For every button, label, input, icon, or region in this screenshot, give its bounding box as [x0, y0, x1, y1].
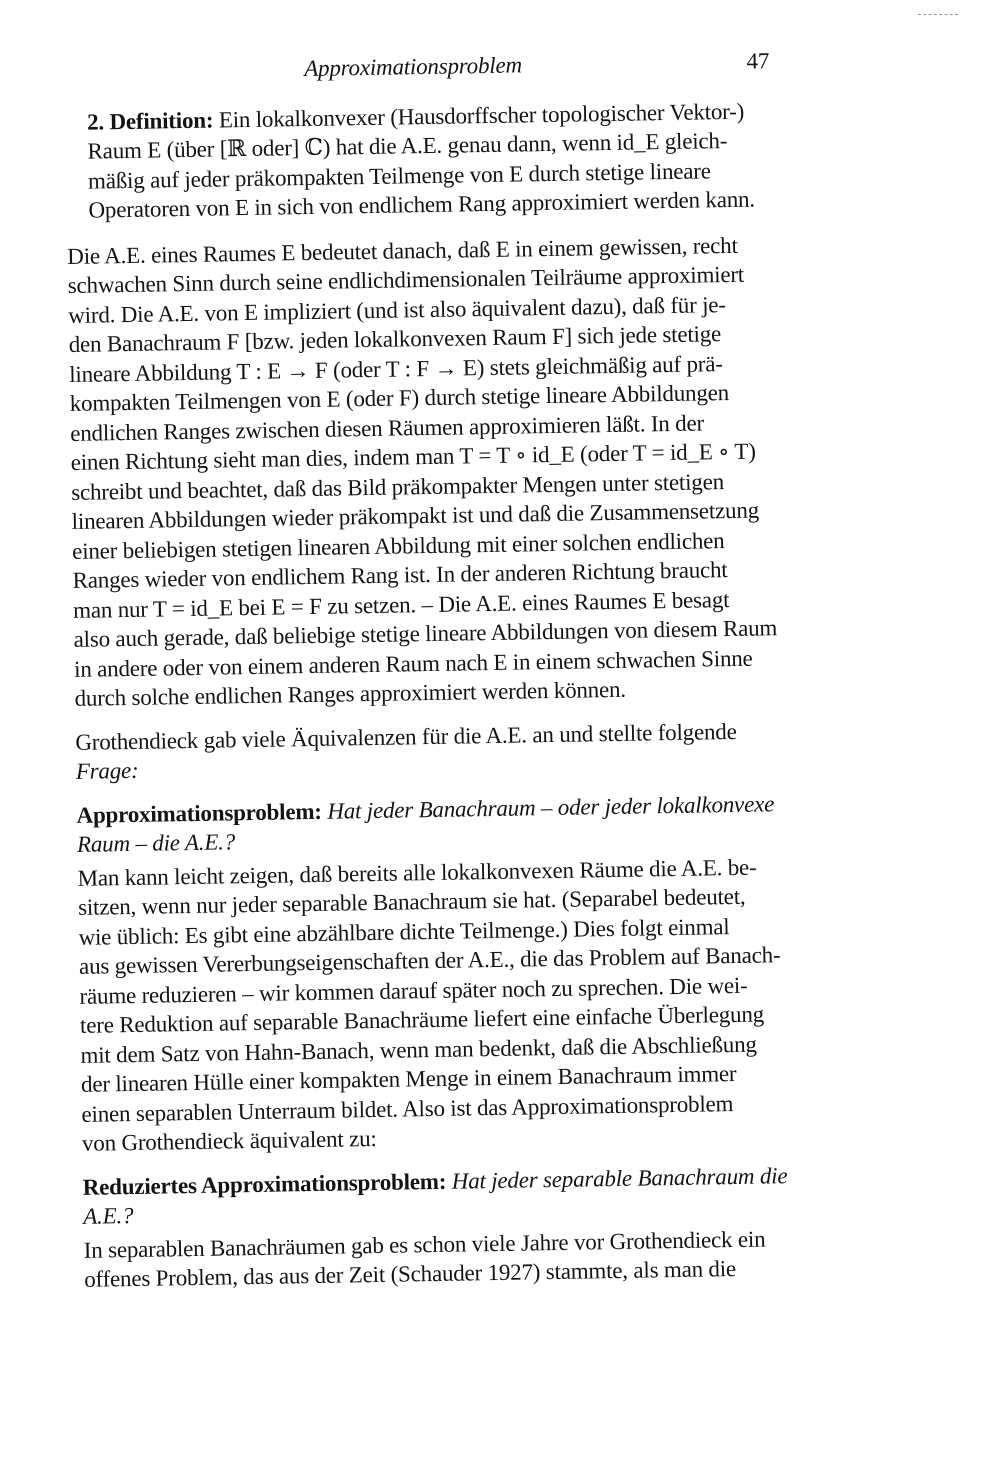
definition-label: 2. Definition: — [86, 107, 214, 135]
text-line: sitzen, wenn nur jeder separable Banachraum sie hat. (Separabel bedeutet, — [77, 883, 746, 920]
paragraph-explanation — [67, 229, 835, 714]
text-line: offenes Problem, das aus der Zeit (Schauder 1927) stammte, als man die — [84, 1256, 737, 1292]
definition-block — [87, 95, 827, 225]
definition-line: mäßig auf jeder präkompakten Teilmenge von E durch stetige lineare — [87, 157, 711, 194]
reduced-problem-line: A.E.? — [83, 1203, 134, 1229]
text-line: In separablen Banachräumen gab es schon viele Jahre vor Grothendieck ein — [83, 1226, 766, 1263]
header-title: Approximationsproblem — [304, 52, 523, 82]
text-line: schreibt und beachtet, daß das Bild präkompakter Mengen unter stetigen — [70, 468, 725, 505]
text-line: aus gewissen Vererbungseigenschaften der A.E., die das Problem auf Banach- — [78, 942, 781, 979]
problem-line: Raum – die A.E.? — [76, 829, 236, 857]
paragraph-grothendieck — [75, 715, 836, 787]
text-line: kompakten Teilmengen von E (oder F) durch stetige lineare Abbildungen — [69, 380, 730, 416]
text-line: lineare Abbildung T : E → F (oder T : F → E) stets gleichmäßig auf prä- — [69, 350, 723, 387]
text-line: einen separablen Unterraum bildet. Also ist das Approximationsproblem — [81, 1090, 734, 1127]
text-line: linearen Abbildungen wieder präkompakt ist und daß die Zusammensetzung — [71, 497, 760, 534]
text-line: durch solche endlichen Ranges approximiert werden können. — [74, 676, 627, 711]
text-line: mit dem Satz von Hahn-Banach, wenn man bedenkt, daß die Abschließung — [80, 1031, 757, 1068]
definition-line: 2. Definition: Ein lokalkonvexer (Hausdorffscher topologischer Vektor-) — [86, 98, 745, 135]
definition-line: Raum E (über [ℝ oder] ℂ) hat die A.E. genau dann, wenn id_E gleich- — [87, 128, 728, 164]
problem-label: Approximationsproblem: — [76, 798, 322, 828]
definition-line: Operatoren von E in sich von endlichem Rang approximiert werden kann. — [88, 186, 756, 223]
paragraph-reduction — [77, 851, 842, 1159]
text-line: Grothendieck gab viele Äquivalenzen für die A.E. an und stellte folgende — [75, 718, 737, 755]
text-line: einer beliebigen stetigen linearen Abbildung mit einer solchen endlichen — [71, 527, 725, 564]
scan-mark — [918, 14, 958, 16]
text-line: wird. Die A.E. von E impliziert (und ist also äquivalent dazu), daß für je- — [68, 291, 726, 328]
text-line: der linearen Hülle einer kompakten Menge in einem Banachraum immer — [80, 1060, 737, 1097]
text-line: wie üblich: Es gibt eine abzählbare dichte Teilmenge.) Dies folgt einmal — [78, 913, 730, 950]
text-line: also auch gerade, daß beliebige stetige lineare Abbildungen von diesem Raum — [73, 615, 778, 652]
reduced-problem-label: Reduziertes Approximationsproblem: — [82, 1168, 447, 1200]
text-line: den Banachraum F [bzw. jeden lokalkonvexen Raum F] sich jede stetige — [68, 321, 722, 357]
text-line: man nur T = id_E bei E = F zu setzen. – Die A.E. eines Raumes E besagt — [72, 586, 730, 623]
text-line: endlichen Ranges zwischen diesen Räumen approximieren läßt. In der — [70, 409, 705, 446]
running-header — [304, 46, 769, 83]
text-line: räume reduzieren – wir kommen darauf später noch zu sprechen. Die wei- — [79, 972, 748, 1009]
text-line: einen Richtung sieht man dies, indem man T = T ∘ id_E (oder T = id_E ∘ T) — [70, 438, 756, 475]
text-line-frage: Frage: — [75, 757, 139, 784]
text-line: Man kann leicht zeigen, daß bereits alle lokalkonvexen Räume die A.E. be- — [77, 854, 757, 891]
text-line: von Grothendieck äquivalent zu: — [81, 1125, 377, 1156]
problem-line: Approximationsproblem: Hat jeder Banachraum – oder jeder lokalkonvexe — [76, 790, 775, 828]
text-line: in andere oder von einem anderen Raum nach E in einem schwachen Sinne — [73, 645, 753, 682]
paragraph-schauder — [84, 1223, 845, 1295]
page-number: 47 — [746, 48, 770, 74]
text-line: schwachen Sinn durch seine endlichdimensionalen Teilräume approximiert — [67, 261, 745, 298]
reduced-problem-line: Reduziertes Approximationsproblem: Hat jeder separable Banachraum die — [82, 1162, 788, 1200]
reduced-problem-statement — [82, 1160, 843, 1232]
page-text — [64, 45, 845, 1308]
text-line: tere Reduktion auf separable Banachräume liefert eine einfache Überlegung — [79, 1001, 765, 1038]
problem-statement — [76, 788, 837, 860]
text-line: Die A.E. eines Raumes E bedeutet danach, daß E in einem gewissen, recht — [67, 232, 738, 269]
text-line: Ranges wieder von endlichem Rang ist. In der anderen Richtung braucht — [72, 557, 728, 593]
